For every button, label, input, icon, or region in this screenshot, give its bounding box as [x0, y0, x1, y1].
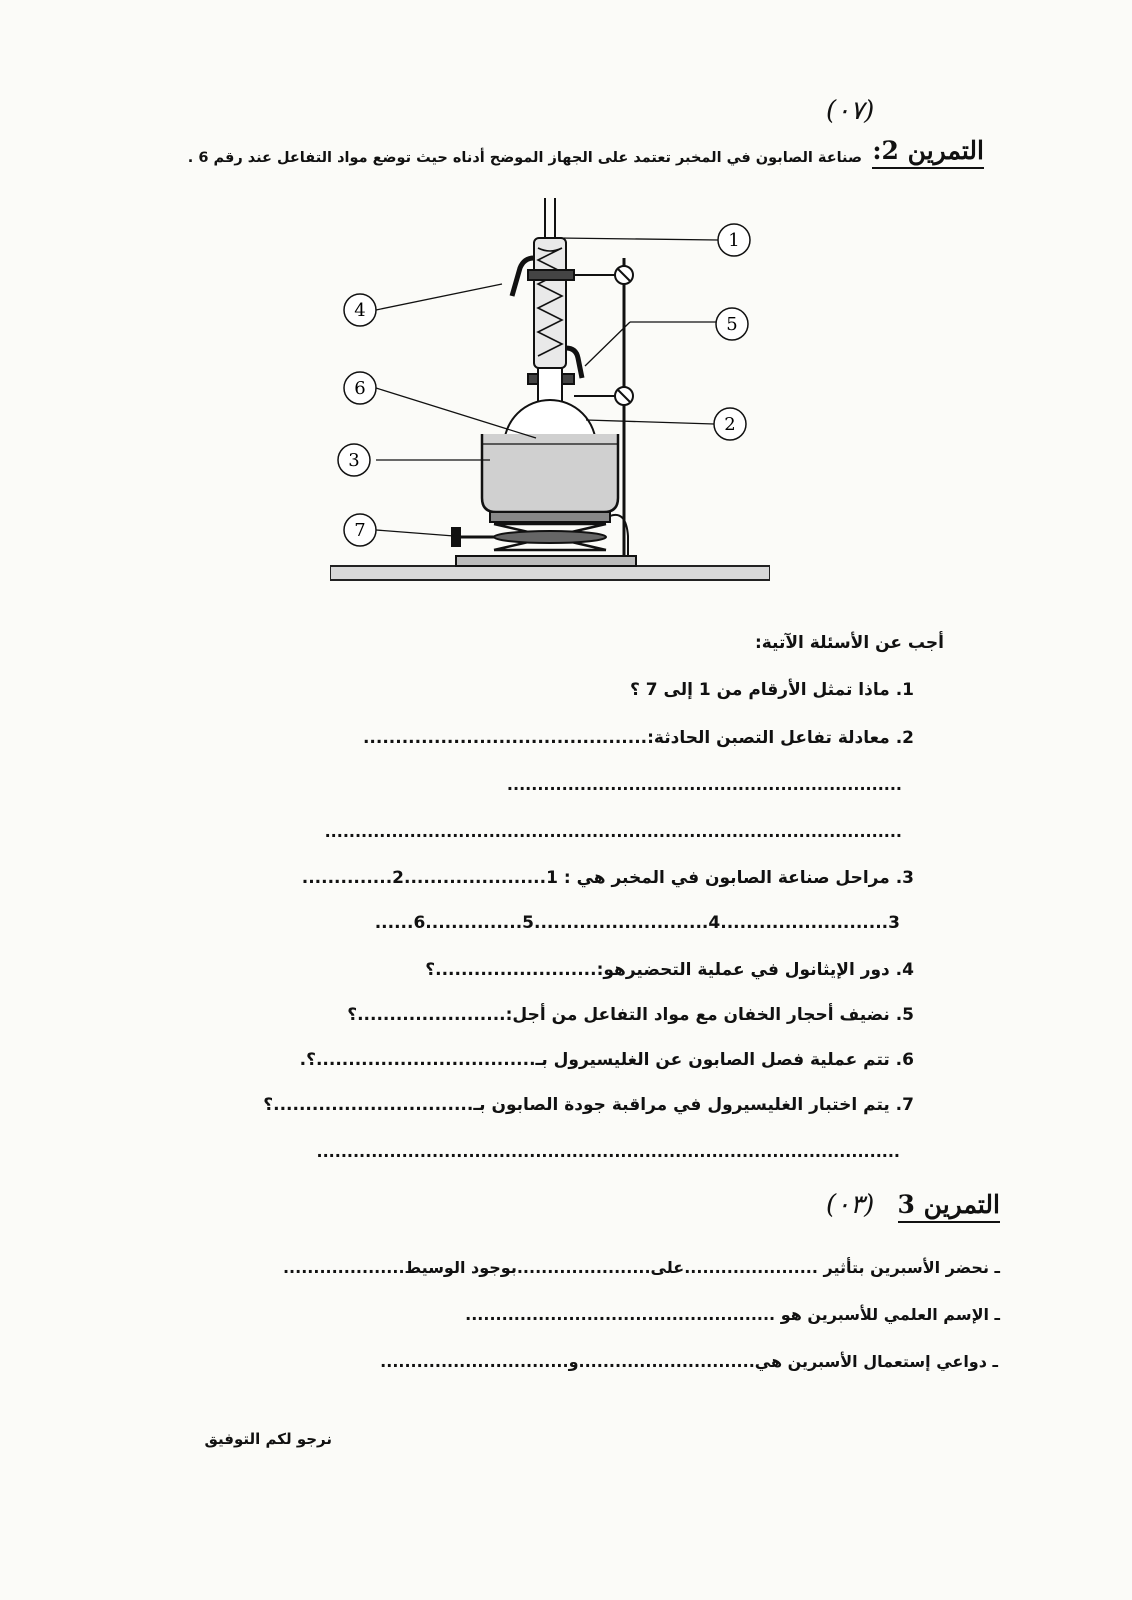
callout-6 — [344, 372, 376, 404]
question-6: 6. تتم عملية فصل الصابون عن الغليسيرول بـ..................................؟. — [299, 1050, 914, 1070]
callout-3 — [338, 444, 370, 476]
ex3-title: التمرين 3 — [898, 1190, 1000, 1223]
callout-5 — [716, 308, 748, 340]
stand-base — [456, 556, 636, 566]
svg-text:6: 6 — [354, 378, 366, 399]
pointer-1 — [558, 238, 718, 240]
question-7: 7. يتم اختبار الغليسيرول في مراقبة جودة الصابون بـ...............................؟ — [263, 1095, 914, 1115]
svg-text:2: 2 — [724, 414, 736, 435]
svg-text:5: 5 — [726, 314, 738, 335]
reflux-apparatus-diagram — [330, 198, 770, 598]
upper-clamp — [528, 270, 574, 280]
question-3: 3. مراحل صناعة الصابون في المخبر هي : 1......................2.............. — [301, 868, 914, 888]
callout-1 — [718, 224, 750, 256]
bleed-through-mark — [536, 170, 542, 191]
condenser-jacket — [534, 238, 566, 368]
water-bath — [482, 434, 618, 512]
pointer-4 — [376, 284, 502, 310]
question-1: 1. ماذا تمثل الأرقام من 1 إلى 7 ؟ — [629, 680, 914, 700]
questions-heading: أجب عن الأسئلة الآتية: — [754, 633, 944, 653]
svg-text:4: 4 — [354, 300, 366, 321]
closing-wish: نرجو لكم التوفيق — [204, 1430, 332, 1448]
ex3-line-2: ـ الإسم العلمي للأسبرين هو ................................................... — [465, 1305, 1000, 1324]
ex3-line-3: ـ دواعي إستعمال الأسبرين هي.............................و............................... — [380, 1352, 998, 1371]
question-2: 2. معادلة تفاعل التصبن الحادثة:............................................ — [362, 728, 914, 748]
question-7-answer-line: ................................................................................................ — [316, 1142, 900, 1161]
pointer-2 — [586, 420, 714, 424]
question-3-answer-line: 3..........................4...........................5...............6...... — [374, 913, 900, 933]
callout-4 — [344, 294, 376, 326]
svg-text:3: 3 — [348, 450, 360, 471]
ex3-mark: (٠٣) — [826, 1190, 875, 1220]
question-4: 4. دور الإيثانول في عملية التحضيرهو:.........................؟ — [425, 960, 914, 980]
ex3-line-1: ـ نحضر الأسبرين بتأثير ......................على......................بوجود الوسيط.................... — [282, 1258, 1000, 1277]
bench — [330, 566, 770, 580]
ex2-intro: صناعة الصابون في المخبر تعتمد على الجهاز الموضح أدناه حيث توضع مواد التفاعل عند رقم 6 . — [187, 150, 862, 166]
svg-text:7: 7 — [354, 520, 366, 541]
callout-2 — [714, 408, 746, 440]
question-2-answer-line-2: ............................................................................................... — [324, 822, 902, 841]
ex2-title: التمرين 2: — [872, 136, 984, 169]
flask-neck — [538, 368, 562, 404]
ex2-mark: (٠٧) — [826, 96, 875, 126]
question-2-answer-line-1: ................................................................. — [506, 775, 902, 794]
svg-text:1: 1 — [728, 230, 740, 251]
heater-plate — [490, 512, 610, 522]
question-5: 5. نضيف أحجار الخفان مع مواد التفاعل من أجل:.......................؟ — [347, 1005, 914, 1025]
pointer-7 — [376, 530, 454, 536]
callout-7 — [344, 514, 376, 546]
pointer-6 — [376, 388, 536, 438]
